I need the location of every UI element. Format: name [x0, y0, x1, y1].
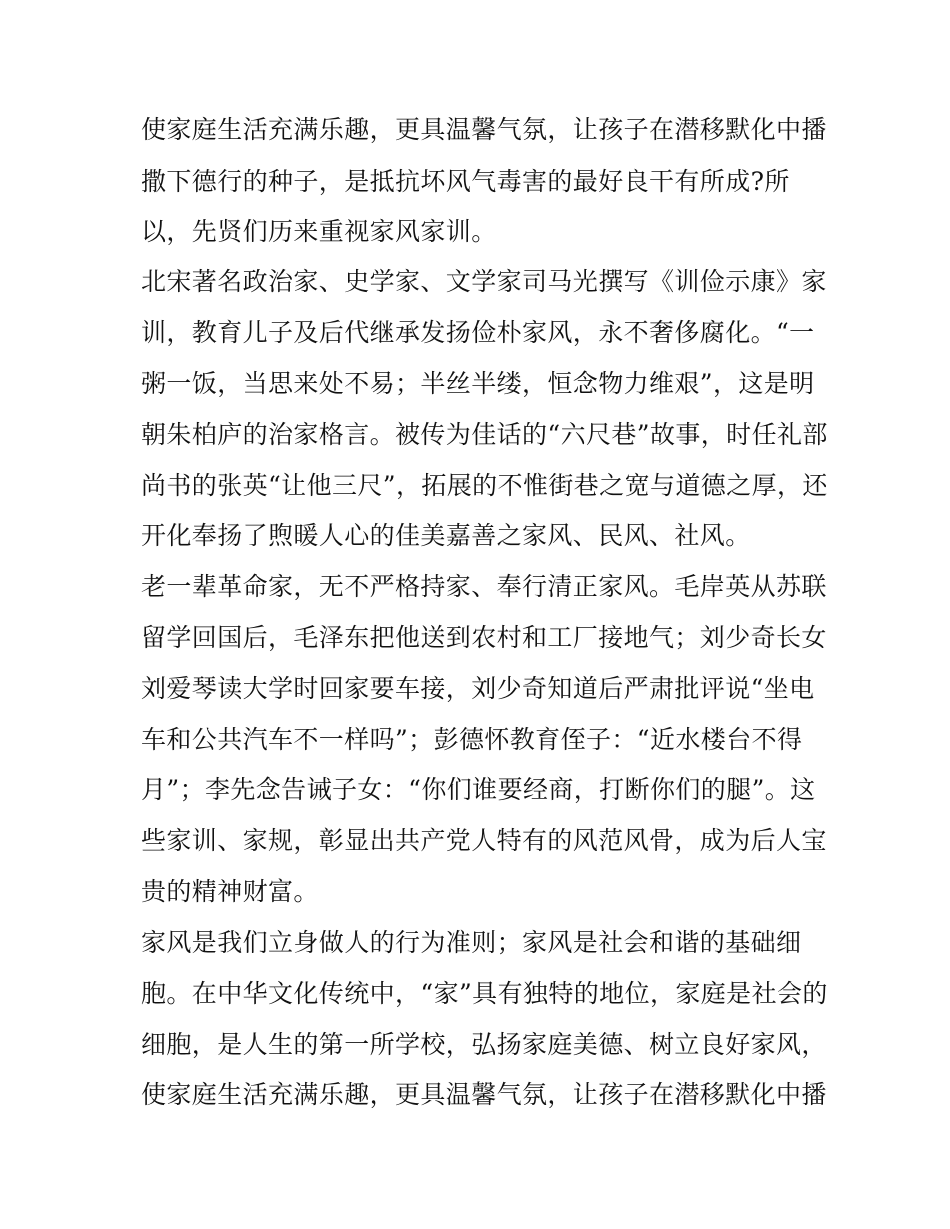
text-line-9: 开化奉扬了煦暖人心的佳美嘉善之家风、民风、社风。 [141, 521, 751, 550]
text-line-7: 朝朱柏庐的治家格言。被传为佳话的“六尺巷”故事，时任礼部 [141, 420, 828, 449]
text-line-15: 些家训、家规，彰显出共产党人特有的风范风骨，成为后人宝 [141, 826, 827, 855]
text-line-11: 留学回国后，毛泽东把他送到农村和工厂接地气；刘少奇长女 [141, 623, 827, 652]
text-line-8: 尚书的张英“让他三尺”，拓展的不惟街巷之宽与道德之厚，还 [141, 471, 828, 500]
text-line-5: 训，教育儿子及后代继承发扬俭朴家风，永不奢侈腐化。“一 [141, 318, 815, 347]
text-line-10: 老一辈革命家，无不严格持家、奉行清正家风。毛岸英从苏联 [141, 572, 827, 601]
text-line-16: 贵的精神财富。 [141, 877, 319, 906]
text-line-4: 北宋著名政治家、史学家、文学家司马光撰写《训俭示康》家 [141, 267, 827, 296]
text-line-1: 使家庭生活充满乐趣，更具温馨气氛，让孩子在潜移默化中播 [141, 115, 827, 144]
text-line-6: 粥一饭，当思来处不易；半丝半缕，恒念物力维艰”，这是明 [141, 369, 815, 398]
text-line-12: 刘爱琴读大学时回家要车接，刘少奇知道后严肃批评说“坐电 [141, 674, 815, 703]
text-line-13: 车和公共汽车不一样吗”；彭德怀教育侄子：“近水楼台不得 [141, 725, 803, 754]
text-line-3: 以，先贤们历来重视家风家训。 [141, 217, 497, 246]
text-line-19: 细胞，是人生的第一所学校，弘扬家庭美德、树立良好家风， [141, 1030, 827, 1059]
text-line-17: 家风是我们立身做人的行为准则；家风是社会和谐的基础细 [141, 928, 802, 957]
text-line-20: 使家庭生活充满乐趣，更具温馨气氛，让孩子在潜移默化中播 [141, 1080, 827, 1109]
text-line-18: 胞。在中华文化传统中，“家”具有独特的地位，家庭是社会的 [141, 979, 828, 1008]
text-line-2: 撒下德行的种子，是抵抗坏风气毒害的最好良干有所成?所 [141, 167, 790, 196]
text-line-14: 月”；李先念告诫子女：“你们谁要经商，打断你们的腿”。这 [141, 775, 816, 804]
